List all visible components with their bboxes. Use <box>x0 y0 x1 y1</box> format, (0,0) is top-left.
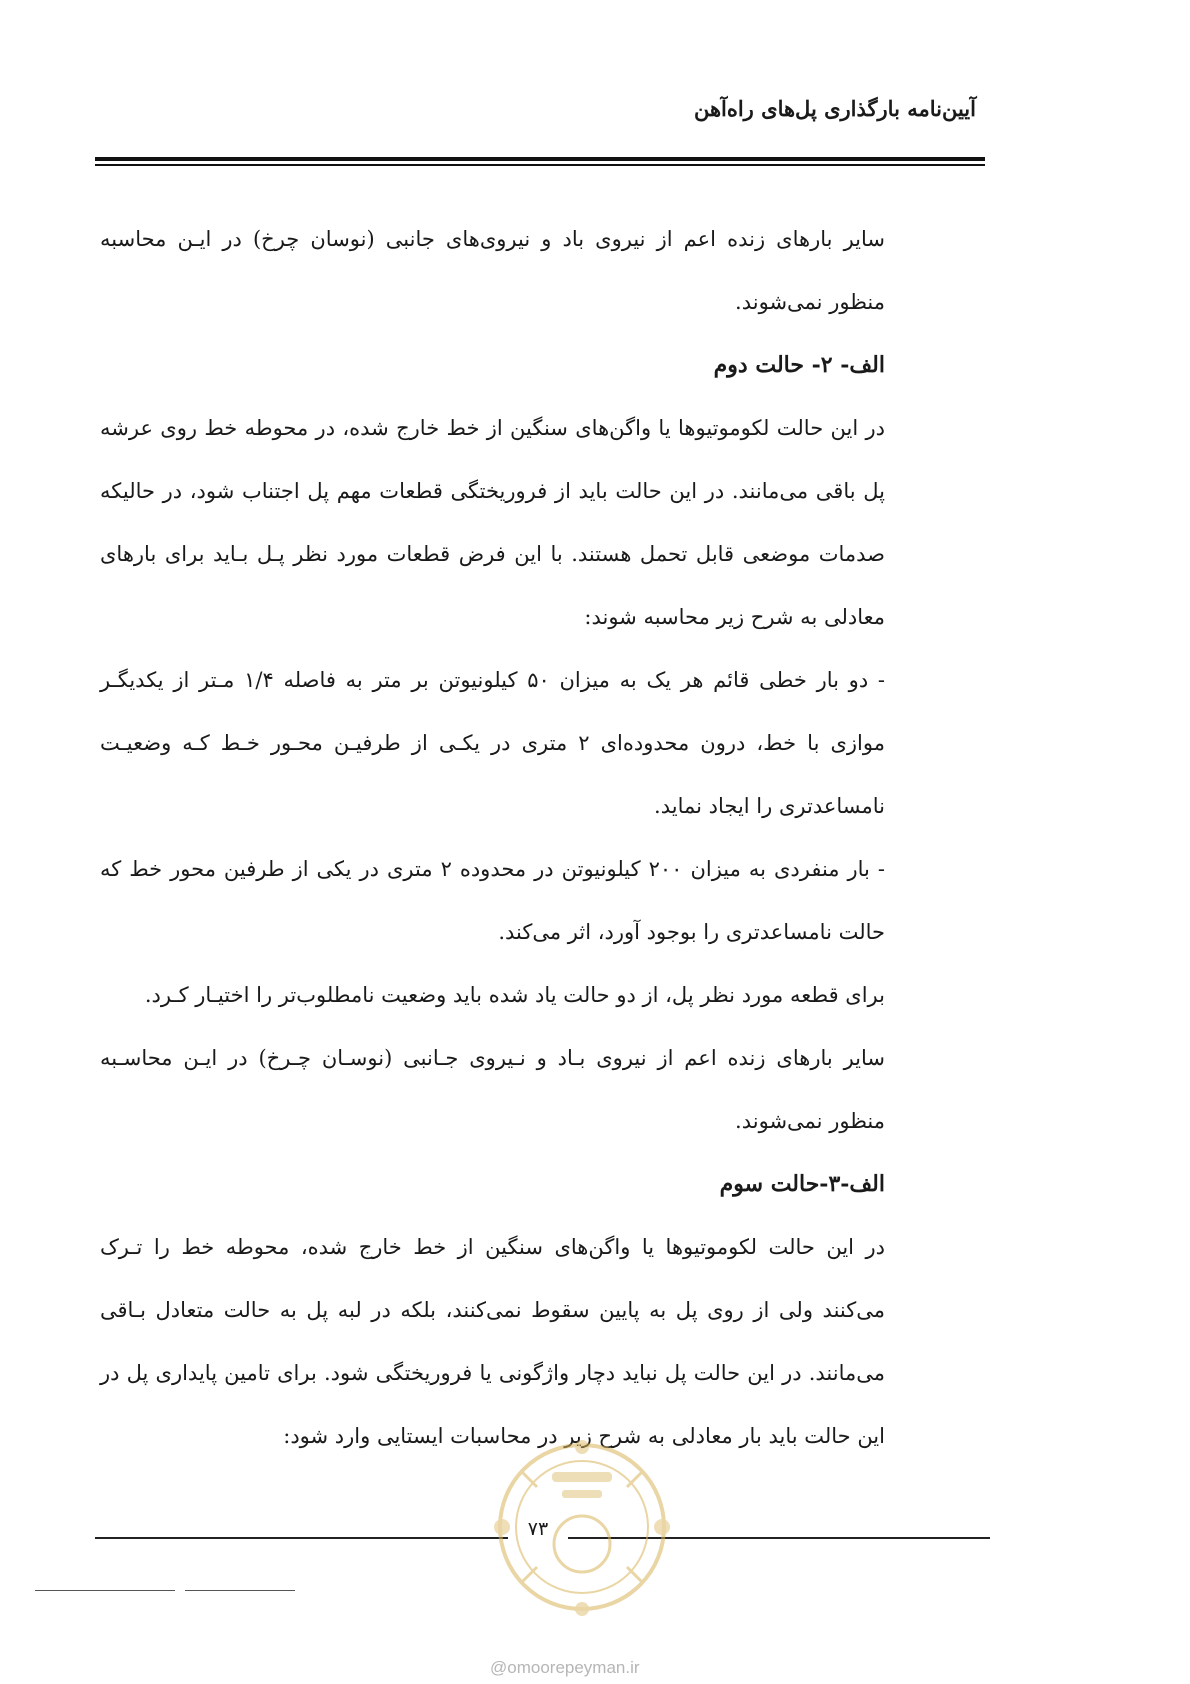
paragraph-other-live-loads-2: سایر بارهای زنده اعم از نیروی بـاد و نـیروی جـانبی (نوسـان چـرخ) در ایـن محاسـبه منظور نمی‌شوند. <box>100 1046 885 1133</box>
header-rule-thin <box>95 164 985 166</box>
page-number: ۷۳ <box>508 1518 568 1540</box>
scan-artifact-line <box>35 1590 175 1591</box>
header-rule-thick <box>95 157 985 161</box>
section-heading-third-case: الف-۳-حالت سوم <box>719 1171 885 1197</box>
paragraph-third-case: در این حالت لکوموتیوها یا واگن‌های سنگین از خط خارج شده، محوطه خط را تـرک می‌کنند ولی از روی پل به پایین سقوط نمی‌کنند، بلکه در لبه پل به حالت متعادل بـاقی می‌مانند. در این حالت پل نباید دچار واژگونی یا فروریختگی شود. برای تامین پایداری پل در این حالت باید بار معادلی به شرح زیر در محاسبات ایستایی وارد شود: <box>100 1235 885 1448</box>
paragraph-choose-worse-case: برای قطعه مورد نظر پل، از دو حالت یاد شده باید وضعیت نامطلوب‌تر را اختیـار کـرد. <box>144 983 885 1007</box>
section-heading-second-case: الف- ۲- حالت دوم <box>713 352 885 378</box>
website-watermark: @omoorepeyman.ir <box>490 1658 640 1677</box>
paragraph-point-load: - بار منفردی به میزان ۲۰۰ کیلونیوتن در محدوده ۲ متری در یکی از طرفین محور خط که حالت نامساعدتری را بوجود آورد، اثر می‌کند. <box>100 857 885 944</box>
publisher-stamp-logo <box>482 1432 682 1622</box>
paragraph-linear-loads: - دو بار خطی قائم هر یک به میزان ۵۰ کیلونیوتن بر متر به فاصله ۱/۴ مـتر از یکدیگـر موازی با خط، درون محدوده‌ای ۲ متری در یکـی از طرفیـن محـور خـط کـه وضعیـت نامساعدتری را ایجاد نماید. <box>100 668 885 818</box>
scan-artifact-line <box>185 1590 295 1591</box>
paragraph-other-live-loads-1: سایر بارهای زنده اعم از نیروی باد و نیروی‌های جانبی (نوسان چرخ) در ایـن محاسبه منظور نمی‌شوند. <box>100 227 885 314</box>
running-header-title: آیین‌نامه بارگذاری پل‌های راه‌آهن <box>693 96 976 121</box>
paragraph-second-case-intro: در این حالت لکوموتیوها یا واگن‌های سنگین از خط خارج شده، در محوطه خط روی عرشه پل باقی می‌مانند. در این حالت باید از فروریختگی قطعات مهم پل اجتناب شود، در حالیکه صدمات موضعی قابل تحمل هستند. با این فرض قطعات مورد نظر پـل بـاید برای بارهای معادلی به شرح زیر محاسبه شوند: <box>100 416 885 629</box>
body-text <box>100 208 885 1468</box>
